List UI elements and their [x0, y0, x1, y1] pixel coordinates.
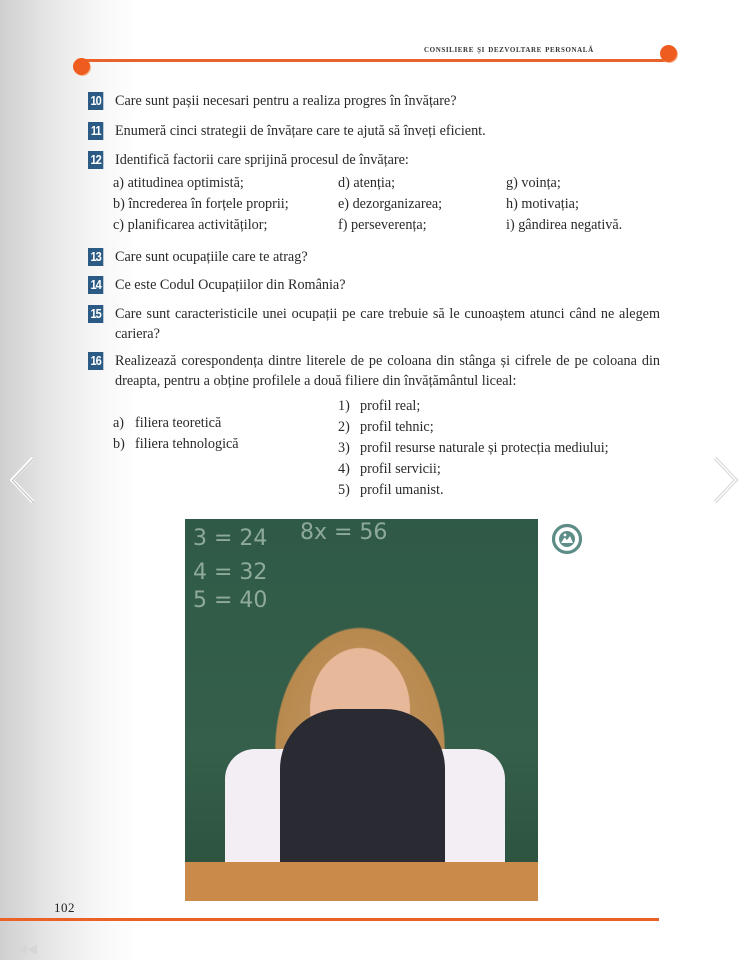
question-number-badge: 11 — [88, 122, 103, 140]
item-text: profil umanist. — [360, 482, 444, 498]
item-text: filiera teoretică — [135, 415, 222, 431]
item-label: b) — [113, 436, 125, 452]
header-dot-left — [73, 58, 90, 75]
dress — [280, 709, 445, 879]
question-12 — [88, 150, 660, 170]
header-rule — [80, 59, 670, 62]
question-10 — [88, 91, 660, 111]
matching-right-column — [338, 396, 609, 501]
question-number-badge: 15 — [88, 305, 103, 323]
matching-left-item — [113, 413, 239, 434]
running-header: consiliere și dezvoltare personală — [424, 44, 594, 55]
matching-right-item — [338, 438, 609, 459]
footer-rule — [0, 918, 659, 921]
factor-option: f) perseverența; — [338, 217, 427, 233]
question-number-badge: 16 — [88, 352, 103, 370]
factor-option: b) încrederea în forțele proprii; — [113, 196, 289, 212]
matching-right-item — [338, 396, 609, 417]
factor-option: d) atenția; — [338, 175, 396, 191]
matching-right-item — [338, 480, 609, 501]
matching-right-item — [338, 459, 609, 480]
chalkboard-text: 3 = 24 — [193, 526, 268, 551]
question-number-badge: 12 — [88, 151, 103, 169]
desk — [185, 862, 538, 901]
matching-right-item — [338, 417, 609, 438]
question-text: Care sunt ocupațiile care te atrag? — [115, 249, 308, 265]
chalkboard-text: 5 = 40 — [193, 588, 268, 613]
item-label: 3) — [338, 440, 350, 456]
item-label: 4) — [338, 461, 350, 477]
chevron-left-icon[interactable] — [8, 455, 38, 505]
factor-option: a) atitudinea optimistă; — [113, 175, 244, 191]
matching-left-item — [113, 434, 239, 455]
rewind-icon[interactable]: ◀◀ — [17, 942, 37, 957]
chalkboard-text: 8x = 56 — [300, 520, 388, 545]
question-text: Ce este Codul Ocupațiilor din România? — [115, 277, 346, 293]
item-text: profil servicii; — [360, 461, 441, 477]
question-11 — [88, 121, 660, 141]
factor-option: i) gândirea negativă. — [506, 217, 623, 233]
chalkboard-text: 4 = 32 — [193, 560, 268, 585]
question-number-badge: 13 — [88, 248, 103, 266]
factor-option: c) planificarea activităților; — [113, 217, 268, 233]
factor-option: e) dezorganizarea; — [338, 196, 443, 212]
item-label: 5) — [338, 482, 350, 498]
matching-left-column — [113, 413, 239, 455]
question-number-badge: 14 — [88, 276, 103, 294]
factor-option: h) motivația; — [506, 196, 579, 212]
question-text: Identifică factorii care sprijină procesul de învățare: — [115, 152, 409, 168]
question-number-badge: 10 — [88, 92, 103, 110]
question-text: Care sunt caracteristicile unei ocupații pe care trebuie să le cunoaștem atunci când ne alegem cariera? — [115, 306, 660, 342]
factor-option: g) voința; — [506, 175, 561, 191]
chevron-right-icon[interactable] — [710, 455, 740, 505]
item-text: filiera tehnologică — [135, 436, 239, 452]
page-number: 102 — [54, 900, 75, 915]
question-14 — [88, 275, 660, 295]
student-photo — [185, 519, 538, 901]
question-text: Enumeră cinci strategii de învățare care te ajută să înveți eficient. — [115, 123, 486, 139]
question-text: Care sunt pașii necesari pentru a realiza progres în învățare? — [115, 93, 457, 109]
question-15 — [88, 304, 660, 344]
image-gallery-icon[interactable] — [551, 523, 583, 555]
question-16 — [88, 351, 660, 391]
question-text: Realizează corespondența dintre literele de pe coloana din stânga și cifrele de pe coloana din dreapta, pentru a obține profilele a două filiere din învățământul liceal: — [115, 353, 660, 389]
item-text: profil resurse naturale și protecția mediului; — [360, 440, 609, 456]
header-dot-right — [660, 45, 677, 62]
item-text: profil real; — [360, 398, 421, 414]
item-label: 1) — [338, 398, 350, 414]
question-13 — [88, 247, 660, 267]
item-text: profil tehnic; — [360, 419, 434, 435]
item-label: 2) — [338, 419, 350, 435]
item-label: a) — [113, 415, 125, 431]
